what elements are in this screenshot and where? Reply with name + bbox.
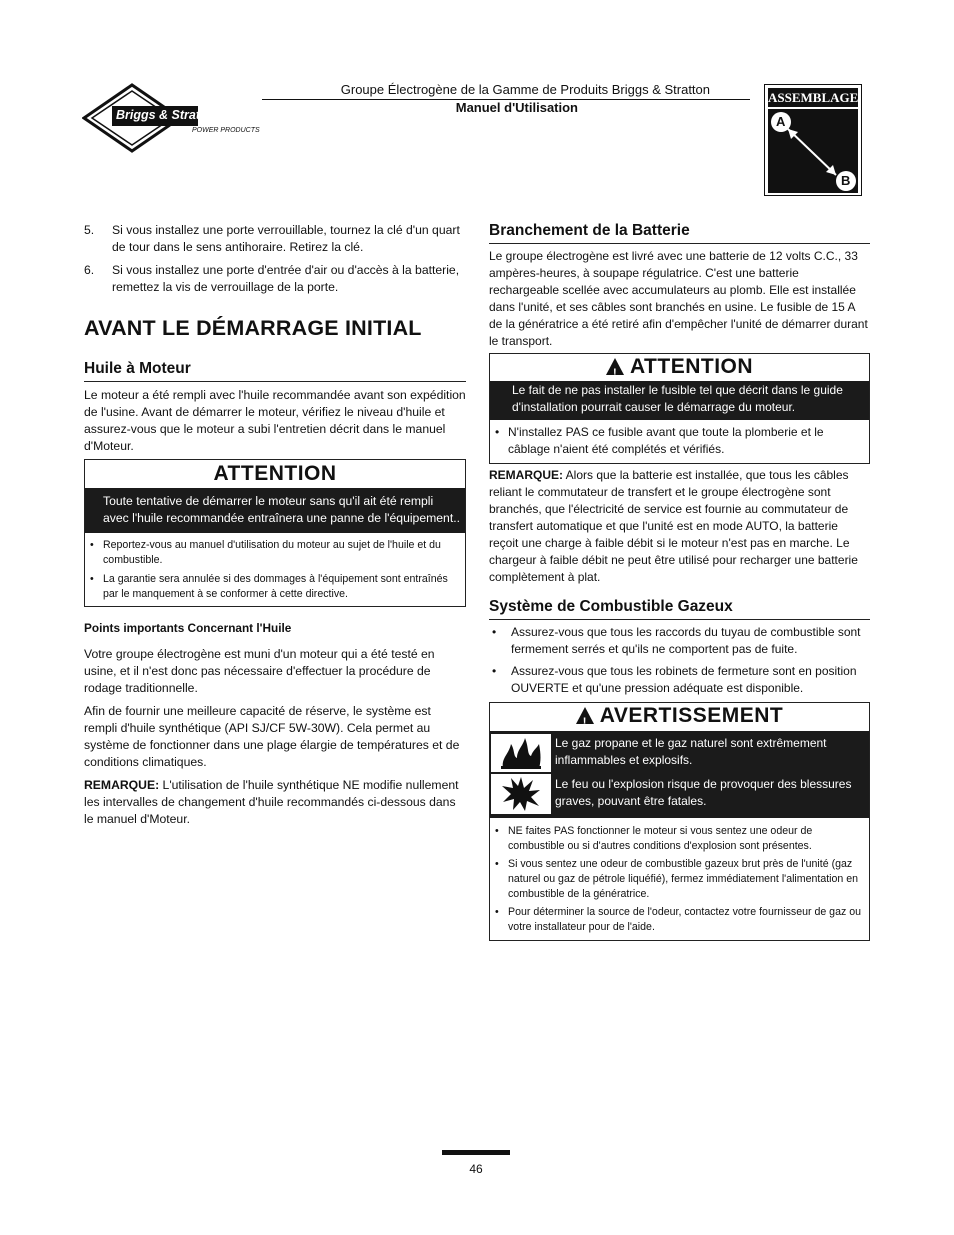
attention-dark-text: Toute tentative de démarrer le moteur sans qu'il ait été rempli avec l'huile recommandée entraînera une panne de l'équipement.. (85, 488, 465, 533)
attention-box-oil (84, 459, 466, 607)
logo-text: Briggs & Stratton (116, 108, 220, 122)
left-column (84, 222, 466, 828)
list-item: • La garantie sera annulée si des dommages à l'équipement sont entraînés par le manquement à se conformer à cette directive. (87, 572, 457, 602)
list-item: • Reportez-vous au manuel d'utilisation du moteur au sujet de l'huile et du combustible. (87, 538, 457, 568)
attention-box-fuse (489, 353, 870, 464)
hazard-row-explosion: Le feu ou l'explosion risque de provoquer des blessures graves, pouvant être fatales. (490, 773, 869, 818)
badge-panel (768, 109, 858, 193)
list-item: • Si vous sentez une odeur de combustible gazeux brut près de l'unité (gaz naturel ou gaz de pétrole liquéfié), fermez immédiatement l'alimentation en combustible de la génératrice. (492, 857, 861, 902)
oil-para-2: Afin de fournir une meilleure capacité de réserve, le système est rempli d'huile synthétique (API SJ/CF 5W-30W). Cela permet au système de fonctionner dans une plage élargie de températures et de conditions climatiques. (84, 704, 460, 769)
list-item: 5. Si vous installez une porte verrouillable, tournez la clé d'un quart de tour dans le sens antihoraire. Retirez la clé. (84, 223, 460, 254)
assemblage-badge (764, 84, 862, 196)
brand-logo (82, 82, 260, 154)
avertissement-box (489, 702, 870, 941)
attention-bullets (490, 420, 869, 463)
logo-subtext: POWER PRODUCTS (192, 127, 260, 134)
explosion-icon (491, 774, 551, 814)
attention-bullets (85, 533, 465, 606)
footer-bar (442, 1150, 510, 1155)
list-item: • NE faites PAS fonctionner le moteur si vous sentez une odeur de combustible ou si d'autres conditions d'explosion sont présentes. (492, 824, 861, 854)
warning-triangle-icon (576, 707, 594, 724)
oil-remarque: REMARQUE: L'utilisation de l'huile synthétique NE modifie nullement les intervalles de changement d'huile recommandés ci-dessous dans le manuel d'Moteur. (84, 778, 459, 826)
points-title: Points importants Concernant l'Huile (84, 621, 292, 635)
oil-para-1: Votre groupe électrogène est muni d'un moteur qui a été testé en usine, et il n'est donc pas nécessaire d'effectuer la procédure de rodage traditionnelle. (84, 647, 435, 695)
attention-dark-text: Le fait de ne pas installer le fusible tel que décrit dans le guide d'installation pourrait causer le démarrage du moteur. (490, 381, 869, 420)
batterie-title: Branchement de la Batterie (489, 222, 870, 244)
avertissement-bullets (490, 818, 869, 940)
list-item: 6. Si vous installez une porte d'entrée d'air ou d'accès à la batterie, remettez la vis de verrouillage de la porte. (84, 263, 460, 294)
page-number: 46 (469, 1162, 483, 1176)
right-column (489, 222, 870, 941)
warning-triangle-icon (606, 358, 624, 375)
huile-title: Huile à Moteur (84, 360, 466, 382)
avertissement-title: !AVERTISSEMENT (490, 703, 869, 731)
section-title: AVANT LE DÉMARRAGE INITIAL (84, 316, 422, 340)
attention-title: !ATTENTION (490, 354, 869, 381)
badge-label: ASSEMBLAGE (768, 90, 859, 105)
gaz-bullets (489, 624, 870, 697)
batterie-text: Le groupe électrogène est livré avec une batterie de 12 volts C.C., 33 ampères-heures, à soupape régulatrice. C'est une batterie rechargeable scellée avec accumulateurs au plomb. Elle est installée dans l'unité, et ses câbles sont branchés en usine. Le fusible de 15 A de la génératrice a été retiré afin d'empêcher l'unité de démarrer durant le transport. (489, 249, 868, 348)
hazard-row-fire: Le gaz propane et le gaz naturel sont extrêmement inflammables et explosifs. (490, 731, 869, 773)
badge-label-bar (768, 88, 858, 107)
fire-icon (491, 734, 551, 772)
list-item: • N'installez PAS ce fusible avant que toute la plomberie et le câblage n'aient été complétés et vérifiés. (492, 424, 861, 458)
badge-letter-a: A (776, 114, 786, 129)
list-item: • Assurez-vous que tous les robinets de fermeture sont en position OUVERTE et qu'une pression adéquate est disponible. (489, 663, 870, 697)
badge-letter-b: B (841, 173, 851, 188)
doc-title: Groupe Électrogène de la Gamme de Produits Briggs & Stratton (340, 82, 710, 97)
list-item: • Assurez-vous que tous les raccords du tuyau de combustible sont fermement serrés et qu'ils ne comportent pas de fuite. (489, 624, 870, 658)
doc-subtitle: Manuel d'Utilisation (455, 100, 578, 115)
attention-title: ATTENTION (213, 462, 337, 485)
batterie-remarque: REMARQUE: Alors que la batterie est installée, que tous les câbles reliant le commutateur de transfert et le groupe électrogène sont branchés, que l'électricité de service est fournie au commutateur de transfert automatique et que l'unité est en mode AUTO, la batterie reçoit une charge à faible débit si le moteur n'est pas en marche. Le chargeur à faible débit ne peut être utilisé pour recharger une batterie complètement à plat. (489, 468, 858, 584)
list-item: • Pour déterminer la source de l'odeur, contactez votre fournisseur de gaz ou votre installateur pour de l'aide. (492, 905, 861, 935)
huile-text: Le moteur a été rempli avec l'huile recommandée avant son expédition de l'usine. Avant de démarrer le moteur, vérifiez le niveau d'huile et assurez-vous que le moteur a subi l'entretien décrit dans le manuel d'Moteur. (84, 388, 466, 453)
gaz-title: Système de Combustible Gazeux (489, 598, 870, 620)
